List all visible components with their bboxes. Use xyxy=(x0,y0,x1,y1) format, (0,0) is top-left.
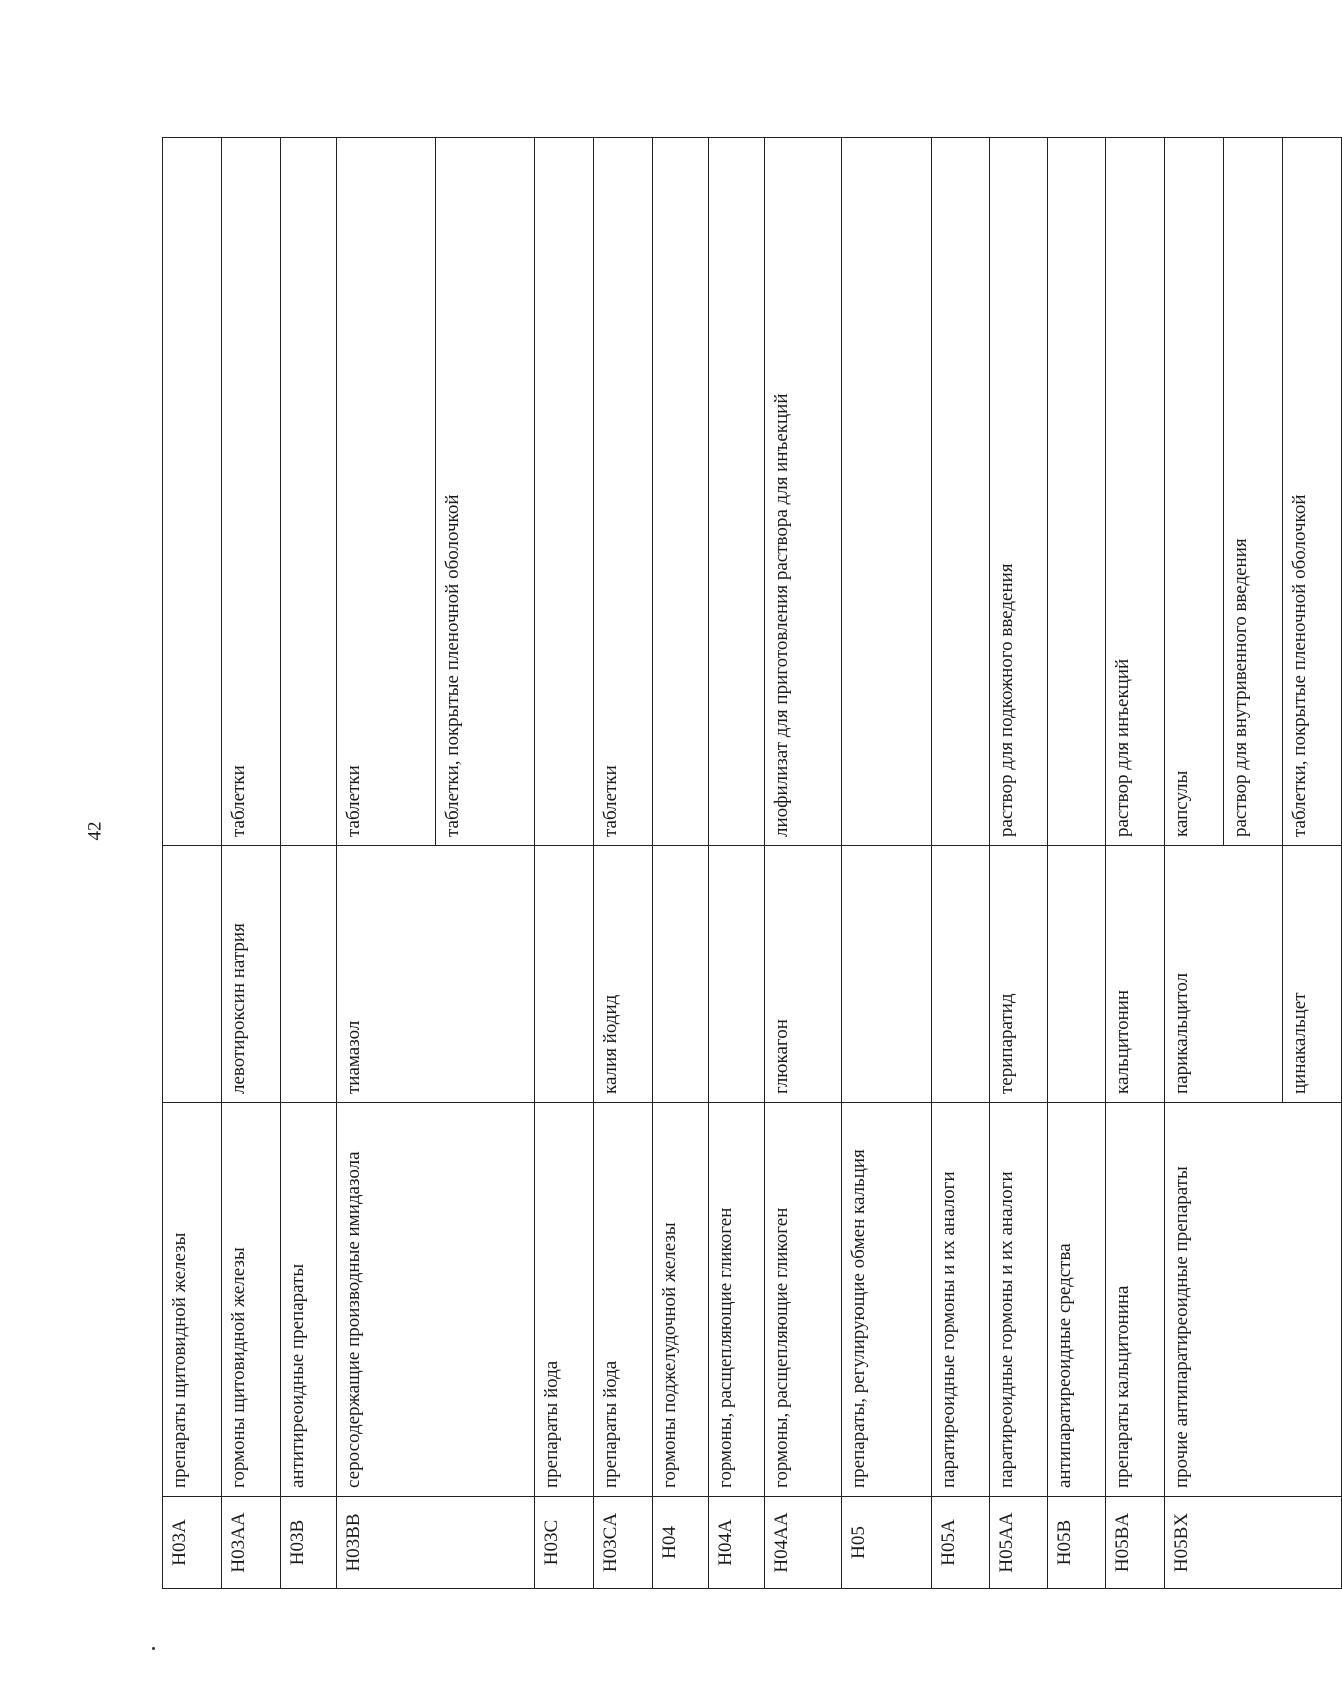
group-name-cell: прочие антипаратиреоидные препараты xyxy=(1165,1103,1342,1497)
table-row xyxy=(842,138,932,1589)
dosage-form-cell xyxy=(842,138,932,846)
dosage-form-cell: лиофилизат для приготовления раствора для инъекций xyxy=(765,138,842,846)
drug-name-cell: парикальцитол xyxy=(1165,846,1283,1103)
atc-code-cell: H03B xyxy=(281,1497,337,1589)
group-name-cell: антипаратиреоидные средства xyxy=(1048,1103,1106,1497)
group-name-cell: серосодержащие производные имидазола xyxy=(337,1103,535,1497)
atc-code-cell: H05AA xyxy=(990,1497,1048,1589)
table-row xyxy=(163,138,222,1589)
dosage-form-cell: таблетки xyxy=(222,138,281,846)
drug-name-cell xyxy=(163,846,222,1103)
table-row xyxy=(535,138,594,1589)
dosage-form-cell: раствор для подкожного введения xyxy=(990,138,1048,846)
group-name-cell: гормоны, расщепляющие гликоген xyxy=(709,1103,765,1497)
group-name-cell: паратиреоидные гормоны и их аналоги xyxy=(990,1103,1048,1497)
drug-table xyxy=(162,137,1342,1589)
dosage-form-cell: раствор для инъекций xyxy=(1106,138,1165,846)
group-name-cell: препараты йода xyxy=(594,1103,653,1497)
drug-name-cell xyxy=(842,846,932,1103)
dosage-form-cell xyxy=(1048,138,1106,846)
table-row xyxy=(281,138,337,1589)
atc-code-cell: H03BB xyxy=(337,1497,535,1589)
drug-name-cell xyxy=(281,846,337,1103)
drug-name-cell: терипаратид xyxy=(990,846,1048,1103)
group-name-cell: препараты кальцитонина xyxy=(1106,1103,1165,1497)
atc-code-cell: H03AA xyxy=(222,1497,281,1589)
group-name-cell: гормоны, расщепляющие гликоген xyxy=(765,1103,842,1497)
dosage-form-cell: раствор для внутривенного введения xyxy=(1224,138,1283,846)
drug-name-cell: кальцитонин xyxy=(1106,846,1165,1103)
atc-code-cell: H04AA xyxy=(765,1497,842,1589)
group-name-cell: гормоны поджелудочной железы xyxy=(653,1103,709,1497)
dosage-form-cell: таблетки xyxy=(337,138,436,846)
atc-code-cell: H05BX xyxy=(1165,1497,1342,1589)
atc-code-cell: H05A xyxy=(932,1497,990,1589)
drug-name-cell: калия йодид xyxy=(594,846,653,1103)
group-name-cell: гормоны щитовидной железы xyxy=(222,1103,281,1497)
table-row xyxy=(765,138,842,1589)
table-row xyxy=(1048,138,1106,1589)
rotated-table-container xyxy=(162,138,1310,1589)
dosage-form-cell xyxy=(535,138,594,846)
atc-code-cell: H03A xyxy=(163,1497,222,1589)
atc-code-cell: H03C xyxy=(535,1497,594,1589)
dosage-form-cell xyxy=(932,138,990,846)
scan-speck xyxy=(152,1647,155,1650)
atc-code-cell: H03CA xyxy=(594,1497,653,1589)
drug-name-cell: цинакальцет xyxy=(1283,846,1342,1103)
atc-code-cell: H05B xyxy=(1048,1497,1106,1589)
dosage-form-cell: таблетки, покрытые пленочной оболочкой xyxy=(436,138,535,846)
table-row xyxy=(709,138,765,1589)
group-name-cell: препараты йода xyxy=(535,1103,594,1497)
table-row xyxy=(222,138,281,1589)
dosage-form-cell xyxy=(709,138,765,846)
table-row xyxy=(337,138,436,1589)
dosage-form-cell xyxy=(281,138,337,846)
dosage-form-cell xyxy=(653,138,709,846)
table-row xyxy=(653,138,709,1589)
drug-name-cell: тиамазол xyxy=(337,846,535,1103)
drug-name-cell: левотироксин натрия xyxy=(222,846,281,1103)
table-row xyxy=(1165,138,1224,1589)
drug-name-cell xyxy=(932,846,990,1103)
group-name-cell: антитиреоидные препараты xyxy=(281,1103,337,1497)
drug-name-cell xyxy=(1048,846,1106,1103)
table-row xyxy=(1106,138,1165,1589)
drug-name-cell: глюкагон xyxy=(765,846,842,1103)
group-name-cell: препараты щитовидной железы xyxy=(163,1103,222,1497)
dosage-form-cell: таблетки, покрытые пленочной оболочкой xyxy=(1283,138,1342,846)
atc-code-cell: H04 xyxy=(653,1497,709,1589)
drug-name-cell xyxy=(709,846,765,1103)
table-frame xyxy=(162,138,1310,1589)
dosage-form-cell xyxy=(163,138,222,846)
group-name-cell: паратиреоидные гормоны и их аналоги xyxy=(932,1103,990,1497)
page-number: 42 xyxy=(84,821,106,841)
table-row xyxy=(990,138,1048,1589)
drug-name-cell xyxy=(535,846,594,1103)
table-row xyxy=(932,138,990,1589)
table-row xyxy=(594,138,653,1589)
atc-code-cell: H05 xyxy=(842,1497,932,1589)
dosage-form-cell: капсулы xyxy=(1165,138,1224,846)
atc-code-cell: H05BA xyxy=(1106,1497,1165,1589)
drug-name-cell xyxy=(653,846,709,1103)
group-name-cell: препараты, регулирующие обмен кальция xyxy=(842,1103,932,1497)
dosage-form-cell: таблетки xyxy=(594,138,653,846)
atc-code-cell: H04A xyxy=(709,1497,765,1589)
